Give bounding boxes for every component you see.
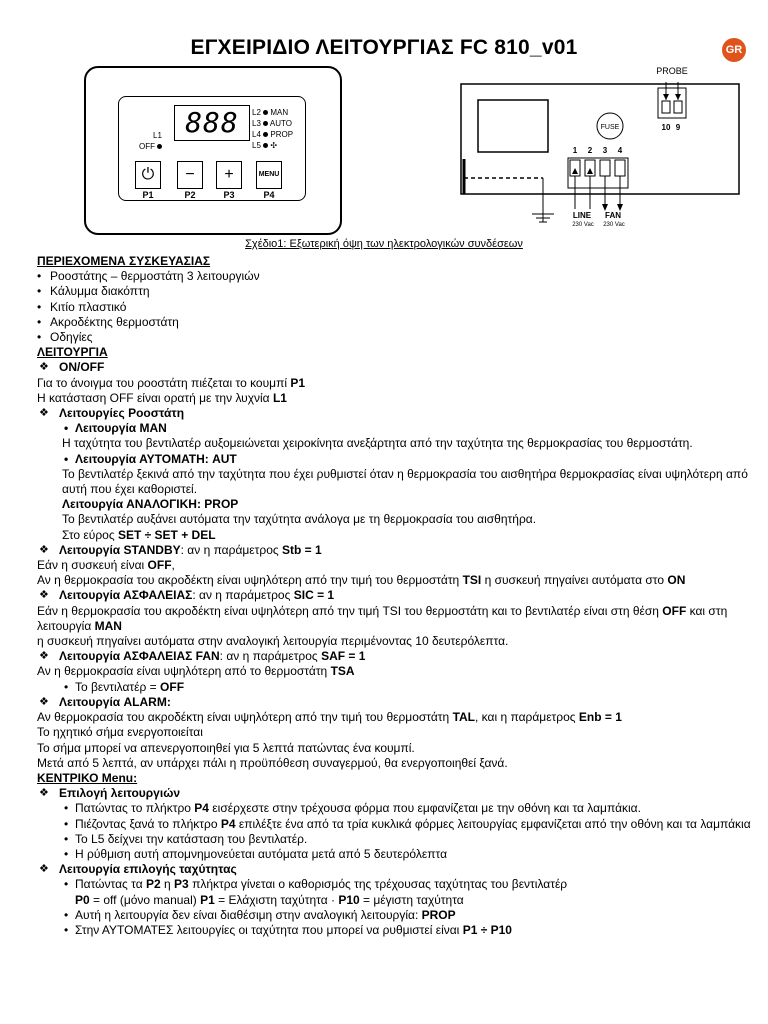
minus-button[interactable] bbox=[177, 161, 203, 189]
led-l5: L5 ✣ bbox=[252, 141, 278, 150]
paragraph: Αν η θερμοκρασία είναι υψηλότερη από το θερμοστάτη TSA bbox=[37, 664, 355, 679]
paragraph: η συσκευή πηγαίνει αυτόματα στην αναλογική λειτουργία περιμένοντας 10 δευτερόλεπτα. bbox=[37, 634, 509, 649]
list-item: • Πατώντας το πλήκτρο P4 εισέρχεστε στην τρέχουσα φόρμα που εμφανίζεται με την οθόνη και τα λαμπάκια. bbox=[37, 801, 757, 816]
fan-voltage: 230 Vac bbox=[603, 222, 625, 228]
led-l4: L4 PROP bbox=[252, 130, 294, 139]
standby-heading: ❖ Λειτουργία STANDBY: αν η παράμετρος Stb = 1 bbox=[37, 543, 757, 558]
paragraph: Αν θερμοκρασία του ακροδέκτη είναι υψηλότερη από την τιμή του θερμοστάτη TAL, και η παράμετρος Enb = 1 bbox=[37, 710, 622, 725]
paragraph: Το σήμα μπορεί να απενεργοποιηθεί για 5 λεπτά πατώντας ένα κουμπί. bbox=[37, 740, 415, 755]
document-body bbox=[37, 254, 757, 938]
prop-heading: Λειτουργία ΑΝΑΛΟΓΙΚΗ: PROP bbox=[62, 497, 239, 512]
terminal-4: 4 bbox=[617, 146, 623, 155]
list-item: • Στην ΑΥΤΟΜΑΤΕΣ λειτουργίες οι ταχύτητα που μπορεί να ρυθμιστεί είναι P1 ÷ P10 bbox=[37, 923, 757, 938]
button-label-p3: P3 bbox=[223, 190, 235, 200]
button-label-p2: P2 bbox=[184, 190, 196, 200]
plus-button[interactable] bbox=[216, 161, 242, 189]
section-heading-package: ΠΕΡΙΕΧΟΜΕΝΑ ΣΥΣΚΕΥΑΣΙΑΣ bbox=[37, 254, 211, 268]
led-l2: L2 MAN bbox=[252, 108, 289, 117]
list-item: • Κιτίο πλαστικό bbox=[37, 300, 757, 315]
selection-heading: ❖ Επιλογή λειτουργιών bbox=[37, 786, 757, 801]
saf-heading: ❖ Λειτουργία ΑΣΦΑΛΕΙΑΣ FAN: αν η παράμετρος SAF = 1 bbox=[37, 649, 757, 664]
paragraph: Το ηχητικό σήμα ενεργοποιείται bbox=[37, 725, 203, 740]
button-label-p4: P4 bbox=[263, 190, 275, 200]
terminal-3: 3 bbox=[602, 146, 608, 155]
list-item: • Ακροδέκτης θερμοστάτη bbox=[37, 315, 757, 330]
paragraph: Το βεντιλατέρ αυξάνει αυτόματα την ταχύτητα ανάλογα με τη θερμοκρασία του αισθητήρα. bbox=[62, 512, 537, 527]
seven-segment-display: 888 bbox=[174, 105, 250, 141]
modes-heading: ❖ Λειτουργίες Ροοστάτη bbox=[37, 406, 757, 421]
paragraph: Η ταχύτητα του βεντιλατέρ αυξομειώνεται χειροκίνητα ανεξάρτητα από την ταχύτητα της θερμοκρασίας του θερμοστάτη. bbox=[62, 436, 693, 451]
power-button[interactable] bbox=[135, 161, 161, 189]
list-item: • Πιέζοντας ξανά το πλήκτρο P4 επιλέξτε ένα από τα τρία κυκλικά φόρμες λειτουργίας εμφανίζεται από την οθόνη και τα λαμπάκια bbox=[37, 817, 757, 832]
button-label-p1: P1 bbox=[142, 190, 154, 200]
menu-button[interactable]: MENU bbox=[256, 161, 282, 189]
wiring-diagram bbox=[428, 54, 758, 244]
aut-heading: • Λειτουργία ΑΥΤΟΜΑΤΗ: AUT bbox=[37, 452, 757, 467]
probe-label: PROBE bbox=[656, 66, 688, 76]
paragraph: Εάν η θερμοκρασία του ακροδέκτη είναι υψηλότερη από την τιμή TSI του θερμοστάτη και το βεντιλατέρ είναι στη θέση OFF και στη λειτουργία MAN bbox=[37, 603, 728, 633]
paragraph: P0 = off (μόνο manual) P1 = Ελάχιστη ταχύτητα · P10 = μέγιστη ταχύτητα bbox=[75, 892, 464, 907]
fan-label: FAN bbox=[605, 211, 621, 220]
list-item: • Το βεντιλατέρ = OFF bbox=[37, 680, 757, 695]
terminal-2: 2 bbox=[587, 146, 593, 155]
man-heading: • Λειτουργία MAN bbox=[37, 421, 757, 436]
line-label: LINE bbox=[572, 211, 592, 220]
terminal-1: 1 bbox=[572, 146, 578, 155]
minus-icon: − bbox=[185, 166, 195, 183]
section-heading-operation: ΛΕΙΤΟΥΡΓΙΑ bbox=[37, 345, 108, 360]
paragraph: Για το άνοιγμα του ροοστάτη πιέζεται το κουμπί P1 bbox=[37, 375, 306, 390]
figure-caption: Σχέδιο1: Εξωτερική όψη των ηλεκτρολογικών συνδέσεων bbox=[245, 238, 523, 250]
fan-icon: ✣ bbox=[270, 141, 278, 150]
led-l3: L3 AUTO bbox=[252, 119, 292, 128]
paragraph: Αν η θερμοκρασία του ακροδέκτη είναι υψηλότερη από την τιμή του θερμοστάτη TSI η συσκευή πηγαίνει αυτόματα στο ON bbox=[37, 573, 686, 588]
line-voltage: 230 Vac bbox=[572, 222, 594, 228]
led-l1: OFF bbox=[139, 142, 162, 151]
list-item: • Κάλυμμα διακόπτη bbox=[37, 284, 757, 299]
paragraph: Μετά από 5 λεπτά, αν υπάρχει πάλι η προϋπόθεση συναγερμού, θα ενεργοποιηθεί ξανά. bbox=[37, 755, 508, 770]
plus-icon: + bbox=[224, 166, 234, 183]
list-item: • Αυτή η λειτουργία δεν είναι διαθέσιμη στην αναλογική λειτουργία: PROP bbox=[37, 908, 757, 923]
probe-terminal-9: 9 bbox=[675, 123, 681, 132]
fuse-label: FUSE bbox=[600, 124, 620, 131]
alarm-heading: ❖ Λειτουργία ALARM: bbox=[37, 695, 757, 710]
speed-heading: ❖ Λειτουργία επιλογής ταχύτητας bbox=[37, 862, 757, 877]
sic-heading: ❖ Λειτουργία ΑΣΦΑΛΕΙΑΣ: αν η παράμετρος SIC = 1 bbox=[37, 588, 757, 603]
list-item: • Πατώντας τα P2 η P3 πλήκτρα γίνεται ο καθορισμός της τρέχουσας ταχύτητας του βεντιλατέρ bbox=[37, 877, 757, 892]
list-item: • Το L5 δείχνει την κατάσταση του βεντιλατέρ. bbox=[37, 832, 757, 847]
list-item: • Η ρύθμιση αυτή απομνημονεύεται αυτόματα μετά από 5 δευτερόλεπτα bbox=[37, 847, 757, 862]
paragraph: Στο εύρος SET ÷ SET + DEL bbox=[62, 527, 216, 542]
probe-terminal-10: 10 bbox=[661, 123, 671, 132]
language-badge: GR bbox=[722, 38, 746, 62]
section-heading-menu: ΚΕΝΤΡΙΚΟ Menu: bbox=[37, 770, 138, 785]
document-title: ΕΓΧΕΙΡΙΔΙΟ ΛΕΙΤΟΥΡΓΙΑΣ FC 810_v01 bbox=[190, 36, 578, 59]
list-item: • Ροοστάτης – θερμοστάτη 3 λειτουργιών bbox=[37, 269, 757, 284]
led-l1-label: L1 bbox=[153, 131, 162, 140]
paragraph: Η κατάσταση OFF είναι ορατή με την λυχνία L1 bbox=[37, 390, 287, 405]
power-icon: ⏻ bbox=[141, 166, 155, 183]
paragraph: Εάν η συσκευή είναι OFF, bbox=[37, 558, 175, 573]
onoff-heading: ❖ ON/OFF bbox=[37, 360, 757, 375]
list-item: • Οδηγίες bbox=[37, 330, 757, 345]
paragraph: Το βεντιλατέρ ξεκινά από την ταχύτητα που έχει ρυθμιστεί όταν η θερμοκρασία του αισθητήρα θερμοκρασίας είναι υψηλότερη από αυτή που έχει καθοριστεί. bbox=[62, 466, 748, 497]
